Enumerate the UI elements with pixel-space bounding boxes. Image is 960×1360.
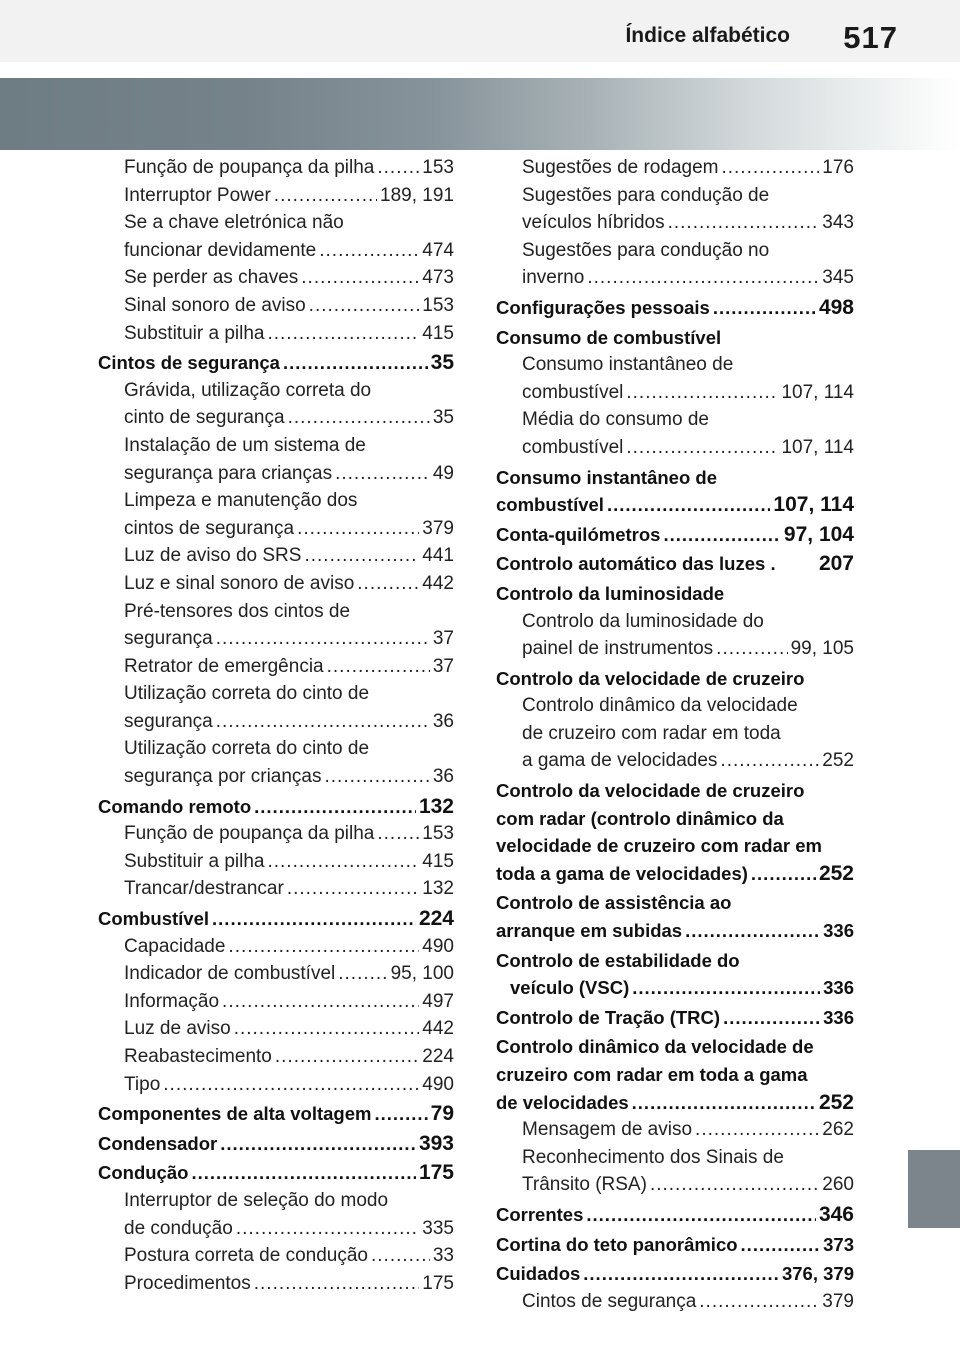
index-entry: Interruptor Power ..... 189, 191 [98, 182, 454, 210]
header-bar [0, 0, 960, 62]
page-ref: 153 [422, 157, 454, 178]
page-ref: 336 [823, 977, 854, 999]
index-entry: Sinal sonoro de aviso ..... 153 [98, 292, 454, 320]
index-heading: com radar (controlo dinâmico da [496, 807, 784, 829]
page-ref: 490 [422, 935, 454, 957]
index-heading: Condução ..... 175 [98, 1159, 454, 1187]
index-entry: segurança para crianças ..... 49 [98, 460, 454, 488]
page-ref: 79 [430, 1102, 454, 1126]
index-entry: painel de instrumentos ..... 99, 105 [496, 635, 854, 663]
index-entry-line: Se a chave eletrónica não [124, 212, 344, 234]
index-entry: Luz de aviso do SRS ..... 441 [98, 542, 454, 570]
page-ref: 224 [418, 907, 454, 931]
index-entry-line: Controlo dinâmico da velocidade [522, 695, 798, 717]
index-heading: Comando remoto ..... 132 [98, 793, 454, 821]
section-title: Índice alfabético [625, 24, 790, 47]
index-entry: Trancar/destrancar ..... 132 [98, 875, 454, 903]
index-entry-line: de cruzeiro com radar em toda [522, 722, 781, 744]
page-ref: 107, 114 [781, 381, 854, 403]
index-heading: Controlo da luminosidade [496, 582, 725, 604]
page-ref: 37 [432, 628, 454, 650]
index-entry-line: Sugestões para condução de [522, 184, 770, 206]
index-heading: Conta-quilómetros ..... 97, 104 [496, 521, 854, 549]
index-entry: combustível ..... 107, 114 [496, 434, 854, 462]
chapter-tab [908, 1150, 960, 1228]
index-entry: Substituir a pilha ..... 415 [98, 848, 454, 876]
page-ref: 132 [422, 878, 454, 900]
page-ref: 335 [422, 1217, 454, 1239]
index-entry: segurança ..... 37 [98, 625, 454, 653]
index-heading: de velocidades ..... 252 [496, 1089, 854, 1117]
index-column-left [98, 154, 454, 1297]
index-entry: Postura correta de condução ..... 33 [98, 1242, 454, 1270]
index-entry: inverno ..... 345 [496, 264, 854, 292]
index-entry-line: Consumo instantâneo de [522, 354, 734, 376]
page-ref: 97, 104 [783, 522, 854, 546]
index-entry: Indicador de combustível ..... 95, 100 [98, 960, 454, 988]
index-entry-line: Instalação de um sistema de [124, 434, 366, 456]
index-entry: Luz e sinal sonoro de aviso ..... 442 [98, 570, 454, 598]
index-entry: Tipo ..... 490 [98, 1071, 454, 1099]
page-ref: 474 [422, 239, 454, 261]
index-entry: Mensagem de aviso ..... 262 [496, 1116, 854, 1144]
page-ref: 345 [822, 267, 854, 289]
index-entry-line: Controlo da luminosidade do [522, 610, 764, 632]
index-entry: Sugestões de rodagem ..... 176 [496, 154, 854, 182]
page-ref: 373 [823, 1233, 854, 1255]
page-ref: 415 [422, 322, 454, 344]
page-ref: 379 [822, 1290, 854, 1312]
page-ref: 336 [823, 1006, 854, 1028]
page-ref: 497 [422, 990, 454, 1012]
index-heading: combustível ..... 107, 114 [496, 491, 854, 519]
page-ref: 343 [822, 212, 854, 234]
page-ref: 379 [422, 517, 454, 539]
index-entry: cinto de segurança ..... 35 [98, 404, 454, 432]
page-ref: 252 [822, 750, 854, 772]
index-entry: Função de poupança da pilha ..... 153 [98, 820, 454, 848]
index-heading: Configurações pessoais ..... 498 [496, 294, 854, 322]
page-ref: 49 [432, 462, 454, 484]
index-entry-line: Média do consumo de [522, 409, 709, 431]
page-ref: 252 [818, 1090, 854, 1114]
page-ref: 490 [422, 1073, 454, 1095]
page-ref: 37 [432, 655, 454, 677]
page-number: 517 [843, 20, 898, 55]
index-heading: Cuidados ..... 376, 379 [496, 1260, 854, 1288]
page-ref: 35 [430, 351, 454, 375]
index-heading: toda a gama de velocidades) ..... 252 [496, 860, 854, 888]
page-ref: 107, 114 [781, 436, 854, 458]
index-column-right [496, 154, 854, 1315]
index-entry-line: Grávida, utilização correta do [124, 379, 372, 401]
page-ref: 336 [823, 920, 854, 942]
page-ref: 442 [422, 572, 454, 594]
page-ref: 376, 379 [781, 1263, 854, 1285]
index-entry: de condução ..... 335 [98, 1215, 454, 1243]
page-ref: 175 [422, 1272, 454, 1294]
index-heading: Controlo de estabilidade do [496, 949, 740, 971]
index-heading: Cortina do teto panorâmico ..... 373 [496, 1231, 854, 1259]
index-heading: Cintos de segurança ..... 35 [98, 349, 454, 377]
index-heading: Controlo da velocidade de cruzeiro [496, 780, 805, 802]
page-ref: 498 [818, 295, 854, 319]
page-ref: 99, 105 [790, 638, 854, 660]
index-entry: veículos híbridos ..... 343 [496, 209, 854, 237]
index-entry-line: Limpeza e manutenção dos [124, 490, 358, 512]
index-entry: Cintos de segurança ..... 379 [496, 1288, 854, 1316]
page-ref: 260 [822, 1174, 854, 1196]
page-ref: 262 [822, 1119, 854, 1141]
index-heading: Controlo dinâmico da velocidade de [496, 1036, 814, 1058]
index-heading: Controlo automático das luzes . 207 [496, 550, 854, 578]
index-entry: Procedimentos ..... 175 [98, 1270, 454, 1298]
index-entry: segurança ..... 36 [98, 708, 454, 736]
index-entry: Reabastecimento ..... 224 [98, 1043, 454, 1071]
page-ref: 224 [422, 1046, 454, 1067]
page-ref: 107, 114 [773, 493, 854, 517]
index-heading: Consumo de combustível [496, 326, 722, 348]
page-ref: 415 [422, 850, 454, 872]
index-entry: Trânsito (RSA) ..... 260 [496, 1171, 854, 1199]
index-heading: Controlo de assistência ao [496, 892, 732, 914]
index-heading: velocidade de cruzeiro com radar em [496, 835, 822, 857]
index-entry: Função de poupança da pilha ..... 153 [98, 154, 454, 182]
index-entry: a gama de velocidades ..... 252 [496, 747, 854, 775]
page-ref: 189, 191 [380, 184, 454, 206]
index-entry-line: Utilização correta do cinto de [124, 738, 370, 760]
page-ref: 36 [432, 766, 454, 788]
page-ref: 393 [418, 1131, 454, 1155]
page-ref: 35 [432, 407, 454, 429]
page-ref: 153 [422, 823, 454, 845]
index-entry: Informação ..... 497 [98, 988, 454, 1016]
index-entry: Retrator de emergência ..... 37 [98, 653, 454, 681]
index-heading: arranque em subidas ..... 336 [496, 917, 854, 945]
index-heading: cruzeiro com radar em toda a gama [496, 1064, 808, 1085]
index-entry-line: Interruptor de seleção do modo [124, 1189, 389, 1211]
page-ref: 252 [818, 861, 854, 885]
index-heading: Controlo de Tração (TRC) ..... 336 [496, 1004, 854, 1032]
decorative-band [0, 78, 960, 150]
index-entry: Substituir a pilha ..... 415 [98, 320, 454, 348]
index-entry: segurança por crianças ..... 36 [98, 763, 454, 791]
page-ref: 95, 100 [390, 963, 454, 985]
index-heading: Consumo instantâneo de [496, 466, 717, 488]
index-heading: Correntes ..... 346 [496, 1201, 854, 1229]
page-ref: 153 [422, 294, 454, 316]
index-entry-line: Sugestões para condução no [522, 239, 770, 261]
index-heading: Controlo da velocidade de cruzeiro [496, 667, 805, 689]
page-ref: 207 [818, 552, 854, 576]
index-heading: veículo (VSC) ..... 336 [496, 974, 854, 1002]
page-ref: 176 [822, 157, 854, 178]
page-ref: 473 [422, 267, 454, 289]
index-heading: Condensador ..... 393 [98, 1130, 454, 1158]
page-ref: 36 [432, 710, 454, 732]
index-entry: Luz de aviso ..... 442 [98, 1015, 454, 1043]
page-ref: 442 [422, 1018, 454, 1040]
index-heading: Combustível ..... 224 [98, 905, 454, 933]
page-ref: 346 [818, 1202, 854, 1226]
index-entry: Se perder as chaves ..... 473 [98, 264, 454, 292]
page-ref: 132 [418, 794, 454, 818]
index-entry-line: Pré-tensores dos cintos de [124, 600, 351, 622]
index-entry-line: Utilização correta do cinto de [124, 683, 370, 705]
index-heading: Componentes de alta voltagem ..... 79 [98, 1100, 454, 1128]
index-entry: cintos de segurança ..... 379 [98, 515, 454, 543]
page-ref: 175 [418, 1161, 454, 1185]
page-ref: 441 [422, 545, 454, 567]
index-entry-line: Reconhecimento dos Sinais de [522, 1146, 784, 1168]
index-entry: Capacidade ..... 490 [98, 933, 454, 961]
index-entry: funcionar devidamente ..... 474 [98, 237, 454, 265]
index-entry: combustível ..... 107, 114 [496, 379, 854, 407]
page-ref: 33 [432, 1245, 454, 1267]
